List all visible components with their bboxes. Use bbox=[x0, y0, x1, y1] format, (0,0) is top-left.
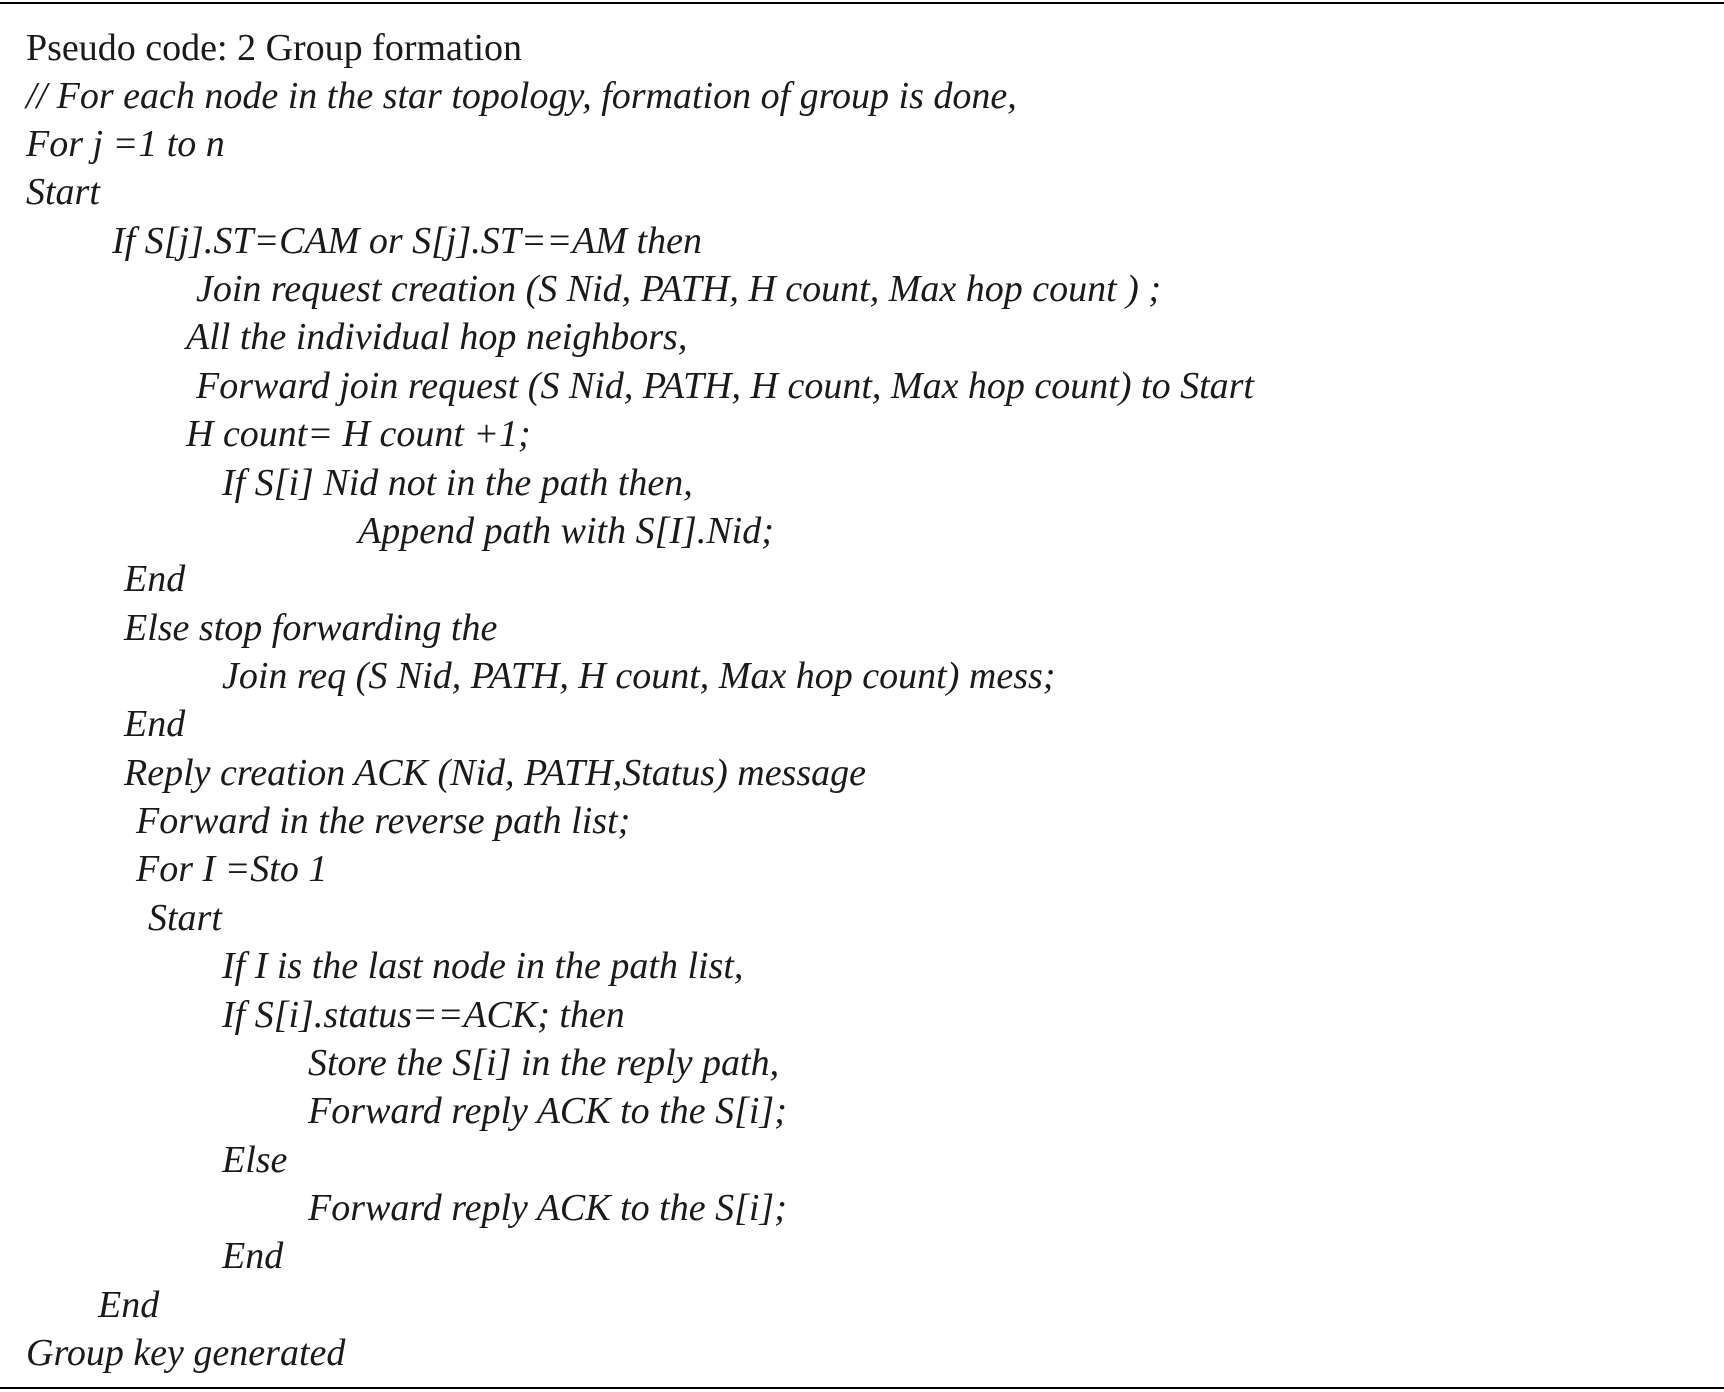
code-line-hop-neighbors: All the individual hop neighbors, bbox=[186, 316, 688, 358]
code-line-end: End bbox=[124, 558, 186, 600]
code-line-append-path: Append path with S[I].Nid; bbox=[358, 510, 774, 552]
code-line-h-count: H count= H count +1; bbox=[186, 413, 531, 455]
code-line-start: Start bbox=[148, 897, 222, 939]
code-line-start: Start bbox=[26, 171, 100, 213]
code-line-end: End bbox=[98, 1284, 160, 1326]
code-line-comment: // For each node in the star topology, formation of group is done, bbox=[26, 75, 1017, 117]
code-line-else: Else bbox=[222, 1139, 288, 1181]
code-line-for: For j =1 to n bbox=[26, 123, 225, 165]
pseudo-code-title: Pseudo code: 2 Group formation bbox=[26, 27, 523, 69]
code-line-if-last-node: If I is the last node in the path list, bbox=[222, 945, 744, 987]
code-line-reply-creation: Reply creation ACK (Nid, PATH,Status) message bbox=[124, 752, 867, 794]
bottom-rule bbox=[0, 1387, 1724, 1389]
code-line-else-stop: Else stop forwarding the bbox=[124, 607, 498, 649]
code-line-for-i: For I =Sto 1 bbox=[136, 848, 328, 890]
code-line-if-nid: If S[i] Nid not in the path then, bbox=[222, 462, 693, 504]
code-line-forward-join: Forward join request (S Nid, PATH, H count, Max hop count) to Start bbox=[196, 365, 1254, 407]
code-line-forward-reply: Forward reply ACK to the S[i]; bbox=[308, 1090, 787, 1132]
code-line-end: End bbox=[222, 1235, 284, 1277]
code-line-end: End bbox=[124, 703, 186, 745]
code-line-join-req: Join req (S Nid, PATH, H count, Max hop count) mess; bbox=[222, 655, 1056, 697]
code-line-store: Store the S[i] in the reply path, bbox=[308, 1042, 780, 1084]
code-line-group-key: Group key generated bbox=[26, 1332, 346, 1374]
code-line-forward-reply: Forward reply ACK to the S[i]; bbox=[308, 1187, 787, 1229]
code-line-if-st: If S[j].ST=CAM or S[j].ST==AM then bbox=[112, 220, 702, 262]
code-line-forward-reverse: Forward in the reverse path list; bbox=[136, 800, 631, 842]
code-line-join-request: Join request creation (S Nid, PATH, H count, Max hop count ) ; bbox=[196, 268, 1161, 310]
code-line-if-status: If S[i].status==ACK; then bbox=[222, 994, 625, 1036]
